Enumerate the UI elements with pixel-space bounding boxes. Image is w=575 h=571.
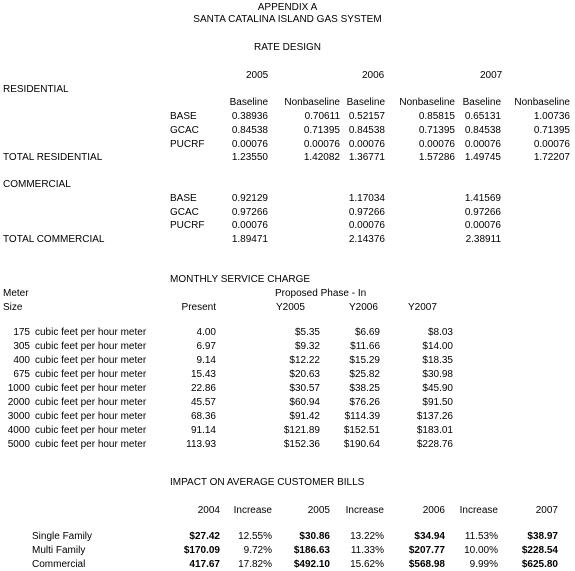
- y2007-charge: $45.90: [422, 383, 453, 394]
- meter-label: Meter: [3, 288, 29, 299]
- impact-bill-value: $568.98: [408, 559, 445, 570]
- impact-title: IMPACT ON AVERAGE CUSTOMER BILLS: [170, 477, 365, 488]
- year-2007-header: 2007: [480, 70, 503, 81]
- impact-col-header: 2005: [307, 505, 330, 516]
- row-label: GCAC: [170, 207, 199, 218]
- y2005-charge: $152.36: [283, 439, 320, 450]
- meter-size: 675: [13, 369, 30, 380]
- rate-value: 0.84538: [348, 125, 385, 136]
- y2007-charge: $137.26: [416, 411, 453, 422]
- meter-unit: cubic feet per hour meter: [35, 341, 147, 352]
- present-charge: 9.14: [196, 355, 216, 366]
- y2006-charge: $114.39: [344, 411, 380, 422]
- rate-value: 0.65131: [464, 111, 501, 122]
- service-charge-title: MONTHLY SERVICE CHARGE: [170, 274, 311, 285]
- meter-unit: cubic feet per hour meter: [35, 397, 147, 408]
- impact-increase-value: 17.82%: [238, 559, 272, 570]
- impact-increase-value: 9.72%: [243, 545, 272, 556]
- y2006-charge: $11.66: [350, 341, 380, 352]
- row-label: GCAC: [170, 125, 199, 136]
- impact-col-header: 2004: [197, 505, 220, 516]
- y2005-charge: $30.57: [289, 383, 320, 394]
- present-charge: 15.43: [190, 369, 216, 380]
- rate-value: 0.00076: [348, 139, 385, 150]
- present-charge: 4.00: [196, 327, 216, 338]
- meter-unit: cubic feet per hour meter: [35, 383, 147, 394]
- impact-increase-value: 9.99%: [469, 559, 498, 570]
- total-value: 2.38911: [465, 234, 501, 245]
- total-value: 1.89471: [231, 234, 268, 245]
- total-value: 1.36771: [348, 152, 385, 163]
- rate-value: 0.85815: [418, 111, 455, 122]
- rate-value: 0.00076: [231, 139, 268, 150]
- rate-value: 0.00076: [231, 220, 268, 231]
- impact-col-header: Increase: [459, 505, 498, 516]
- rate-value: 0.00076: [533, 139, 570, 150]
- total-commercial-label: TOTAL COMMERCIAL: [3, 234, 105, 245]
- meter-size: 3000: [7, 411, 30, 422]
- present-charge: 45.57: [190, 397, 216, 408]
- col-y2005: Y2005: [276, 302, 305, 313]
- meter-unit: cubic feet per hour meter: [35, 355, 147, 366]
- impact-row-label: Multi Family: [32, 545, 86, 556]
- impact-bill-value: 417.67: [189, 559, 220, 570]
- row-label: PUCRF: [170, 220, 205, 231]
- y2007-charge: $8.03: [427, 327, 453, 338]
- y2007-charge: $228.76: [416, 439, 453, 450]
- total-value: 1.72207: [533, 152, 570, 163]
- rate-value: 0.00076: [303, 139, 340, 150]
- total-value: 2.14376: [348, 234, 385, 245]
- col-y2007: Y2007: [408, 302, 437, 313]
- meter-unit: cubic feet per hour meter: [35, 327, 147, 338]
- total-residential-label: TOTAL RESIDENTIAL: [3, 152, 103, 163]
- col-header: Nonbaseline: [284, 97, 340, 108]
- impact-increase-value: 13.22%: [350, 531, 384, 542]
- rate-value: 0.92129: [231, 193, 268, 204]
- rate-value: 0.52157: [348, 111, 385, 122]
- y2007-charge: $183.01: [416, 425, 453, 436]
- y2006-charge: $25.82: [349, 369, 380, 380]
- total-value: 1.57286: [418, 152, 455, 163]
- impact-bill-value: $170.09: [183, 545, 220, 556]
- present-charge: 113.93: [186, 439, 216, 450]
- rate-value: 0.00076: [464, 139, 501, 150]
- y2005-charge: $91.42: [289, 411, 320, 422]
- impact-col-header: Increase: [233, 505, 272, 516]
- y2005-charge: $121.89: [283, 425, 320, 436]
- impact-row-label: Commercial: [32, 559, 86, 570]
- impact-bill-value: $228.54: [521, 545, 558, 556]
- impact-bill-value: $27.42: [189, 531, 220, 542]
- system-title: SANTA CATALINA ISLAND GAS SYSTEM: [193, 14, 382, 25]
- y2005-charge: $9.32: [294, 341, 320, 352]
- rate-value: 0.84538: [231, 125, 268, 136]
- meter-size: 4000: [7, 425, 30, 436]
- rate-value: 0.71395: [418, 125, 455, 136]
- meter-unit: cubic feet per hour meter: [35, 425, 147, 436]
- meter-size: 2000: [7, 397, 30, 408]
- y2006-charge: $38.25: [349, 383, 380, 394]
- rate-value: 0.97266: [464, 207, 501, 218]
- col-present: Present: [181, 302, 216, 313]
- row-label: BASE: [170, 111, 197, 122]
- y2007-charge: $30.98: [422, 369, 453, 380]
- y2007-charge: $91.50: [422, 397, 453, 408]
- impact-bill-value: $186.63: [293, 545, 330, 556]
- appendix-title: APPENDIX A: [257, 2, 318, 13]
- rate-value: 1.17034: [348, 193, 385, 204]
- impact-bill-value: $492.10: [293, 559, 330, 570]
- col-y2006: Y2006: [349, 302, 378, 313]
- present-charge: 22.86: [190, 383, 216, 394]
- meter-size: 305: [13, 341, 30, 352]
- rate-value: 0.84538: [464, 125, 501, 136]
- meter-size: 5000: [7, 439, 30, 450]
- row-label: PUCRF: [170, 139, 205, 150]
- rate-value: 1.41569: [464, 193, 501, 204]
- rate-value: 0.71395: [533, 125, 570, 136]
- y2005-charge: $12.22: [289, 355, 320, 366]
- y2005-charge: $60.94: [289, 397, 320, 408]
- phase-in-label: Proposed Phase - In: [275, 288, 367, 299]
- col-header: Nonbaseline: [514, 97, 570, 108]
- impact-increase-value: 11.53%: [464, 531, 498, 542]
- total-value: 1.49745: [464, 152, 501, 163]
- residential-section-label: RESIDENTIAL: [3, 84, 69, 95]
- col-header: Nonbaseline: [399, 97, 455, 108]
- meter-unit: cubic feet per hour meter: [35, 411, 147, 422]
- impact-row-label: Single Family: [32, 531, 93, 542]
- impact-col-header: Increase: [345, 505, 384, 516]
- row-label: BASE: [170, 193, 197, 204]
- impact-bill-value: $207.77: [408, 545, 445, 556]
- y2006-charge: $152.51: [343, 425, 380, 436]
- col-header: Baseline: [346, 97, 385, 108]
- impact-bill-value: $38.97: [527, 531, 558, 542]
- meter-size: 175: [13, 327, 30, 338]
- meter-size: 1000: [7, 383, 30, 394]
- rate-value: 0.70611: [304, 111, 340, 122]
- y2006-charge: $190.64: [343, 439, 380, 450]
- y2007-charge: $14.00: [422, 341, 453, 352]
- y2005-charge: $5.35: [294, 327, 320, 338]
- total-value: 1.23550: [231, 152, 268, 163]
- col-header: Baseline: [462, 97, 501, 108]
- rate-value: 0.00076: [348, 220, 385, 231]
- rate-value: 0.00076: [418, 139, 455, 150]
- rate-value: 0.97266: [348, 207, 385, 218]
- rate-design-title: RATE DESIGN: [253, 42, 322, 53]
- meter-unit: cubic feet per hour meter: [35, 439, 147, 450]
- impact-increase-value: 11.33%: [350, 545, 384, 556]
- rate-value: 0.97266: [231, 207, 268, 218]
- col-header: Baseline: [229, 97, 268, 108]
- rate-value: 0.00076: [464, 220, 501, 231]
- year-2005-header: 2005: [246, 70, 269, 81]
- present-charge: 91.14: [190, 425, 216, 436]
- impact-col-header: 2007: [535, 505, 558, 516]
- commercial-section-label: COMMERCIAL: [3, 179, 71, 190]
- meter-unit: cubic feet per hour meter: [35, 369, 147, 380]
- impact-increase-value: 15.62%: [350, 559, 384, 570]
- y2006-charge: $76.26: [349, 397, 380, 408]
- present-charge: 6.97: [196, 341, 216, 352]
- impact-increase-value: 12.55%: [238, 531, 272, 542]
- meter-size: 400: [13, 355, 30, 366]
- impact-col-header: 2006: [422, 505, 445, 516]
- year-2006-header: 2006: [362, 70, 385, 81]
- rate-value: 0.38936: [231, 111, 268, 122]
- present-charge: 68.36: [190, 411, 216, 422]
- impact-bill-value: $34.94: [414, 531, 445, 542]
- impact-bill-value: $625.80: [521, 559, 558, 570]
- impact-increase-value: 10.00%: [464, 545, 498, 556]
- size-label: Size: [3, 302, 23, 313]
- impact-bill-value: $30.86: [299, 531, 330, 542]
- y2006-charge: $6.69: [354, 327, 380, 338]
- y2006-charge: $15.29: [349, 355, 380, 366]
- rate-value: 0.71395: [303, 125, 340, 136]
- rate-value: 1.00736: [533, 111, 570, 122]
- y2005-charge: $20.63: [289, 369, 320, 380]
- total-value: 1.42082: [303, 152, 340, 163]
- y2007-charge: $18.35: [422, 355, 453, 366]
